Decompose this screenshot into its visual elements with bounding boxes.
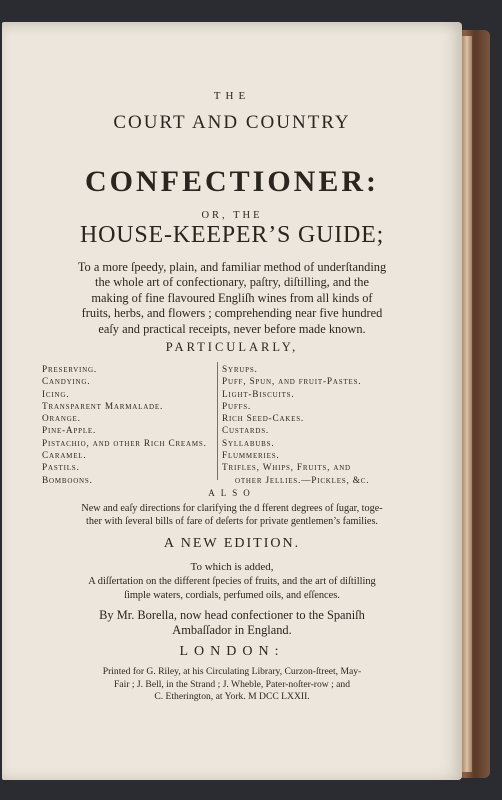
page-edges: [462, 36, 472, 772]
contents-item: Rich Seed-Cakes.: [222, 414, 305, 425]
contents-item: Transparent Marmalade.: [42, 401, 164, 412]
the-line: THE: [213, 90, 251, 102]
contents-item: Pastils.: [42, 463, 80, 474]
dissertation-line: A diſſertation on the different ſpecies of fruits, and the art of diſtilling: [88, 576, 376, 587]
contents-item: other Jellies.—Pickles, &c.: [235, 475, 370, 486]
dissertation-line: ſimple waters, cordials, perfumed oils, and eſſences.: [124, 589, 340, 601]
contents-item: Pistachio, and other Rich Creams.: [42, 438, 207, 449]
court-and-country-line: COURT AND COUNTRY: [113, 112, 351, 133]
contents-item: Syllabubs.: [222, 438, 275, 449]
author-paragraph: [2, 608, 462, 639]
contents-item: Bomboons.: [42, 475, 93, 486]
contents-right-column: [222, 364, 369, 487]
description-line: making of fine flavoured Engliſh wines from all kinds of: [91, 290, 373, 305]
contents-item: Preserving.: [42, 365, 98, 375]
contents-item: Puffs.: [222, 401, 252, 412]
imprint-paragraph: [2, 666, 462, 704]
or-the-line: OR, THE: [201, 210, 263, 221]
contents-item: Icing.: [42, 389, 70, 400]
description-line: eaſy and practical receipts, never before made known.: [98, 321, 366, 336]
author-line: By Mr. Borella, now head confectioner to the Spaniſh: [99, 608, 365, 622]
to-which-is-added-line: To which is added,: [190, 561, 274, 573]
particularly-heading: PARTICULARLY,: [165, 340, 299, 354]
contents-item: Candying.: [42, 377, 91, 388]
title-page: [2, 22, 462, 780]
also-line: ALSO: [208, 488, 256, 498]
description-line: To a more ſpeedy, plain, and familiar method of underſtanding: [77, 260, 387, 274]
contents-item: Caramel.: [42, 451, 87, 462]
author-line: Ambaſſador in England.: [172, 623, 292, 638]
imprint-line: Printed for G. Riley, at his Circulating Library, Curzon-ſtreet, May-: [102, 666, 362, 677]
new-edition-heading: A NEW EDITION.: [163, 536, 301, 551]
contents-item: Pine-Apple.: [42, 426, 97, 437]
contents-item: Orange.: [42, 414, 81, 425]
directions-paragraph: [2, 502, 462, 528]
contents-item: Light-Biscuits.: [222, 389, 295, 400]
contents-item: Syrups.: [222, 365, 258, 375]
imprint-line: Fair ; J. Bell, in the Strand ; J. Wheble, Pater-noſter-row ; and: [113, 678, 351, 690]
imprint-line: C. Etherington, at York. M DCC LXXII.: [154, 691, 310, 703]
house-keepers-guide-heading: HOUSE-KEEPER’S GUIDE;: [79, 222, 385, 248]
dissertation-paragraph: [2, 575, 462, 602]
contents-left-column: [42, 364, 207, 487]
directions-line: ther with ſeveral bills of fare of deſerts for private gentlemen’s families.: [86, 516, 378, 527]
description-line: fruits, herbs, and flowers ; comprehending near five hundred: [81, 306, 383, 321]
column-divider: [217, 362, 218, 480]
contents-item: Flummeries.: [222, 451, 280, 462]
description-paragraph: [2, 260, 462, 337]
contents-item: Trifles, Whips, Fruits, and: [222, 463, 351, 474]
directions-line: New and eaſy directions for clarifying the d fferent degrees of ſugar, toge-: [81, 503, 383, 514]
contents-item: Custards.: [222, 426, 270, 437]
description-line: the whole art of confectionary, paſtry, diſtilling, and the: [95, 275, 369, 290]
contents-item: Puff, Spun, and fruit-Pastes.: [222, 377, 362, 388]
confectioner-heading: CONFECTIONER:: [84, 165, 379, 198]
london-heading: LONDON:: [179, 644, 285, 659]
